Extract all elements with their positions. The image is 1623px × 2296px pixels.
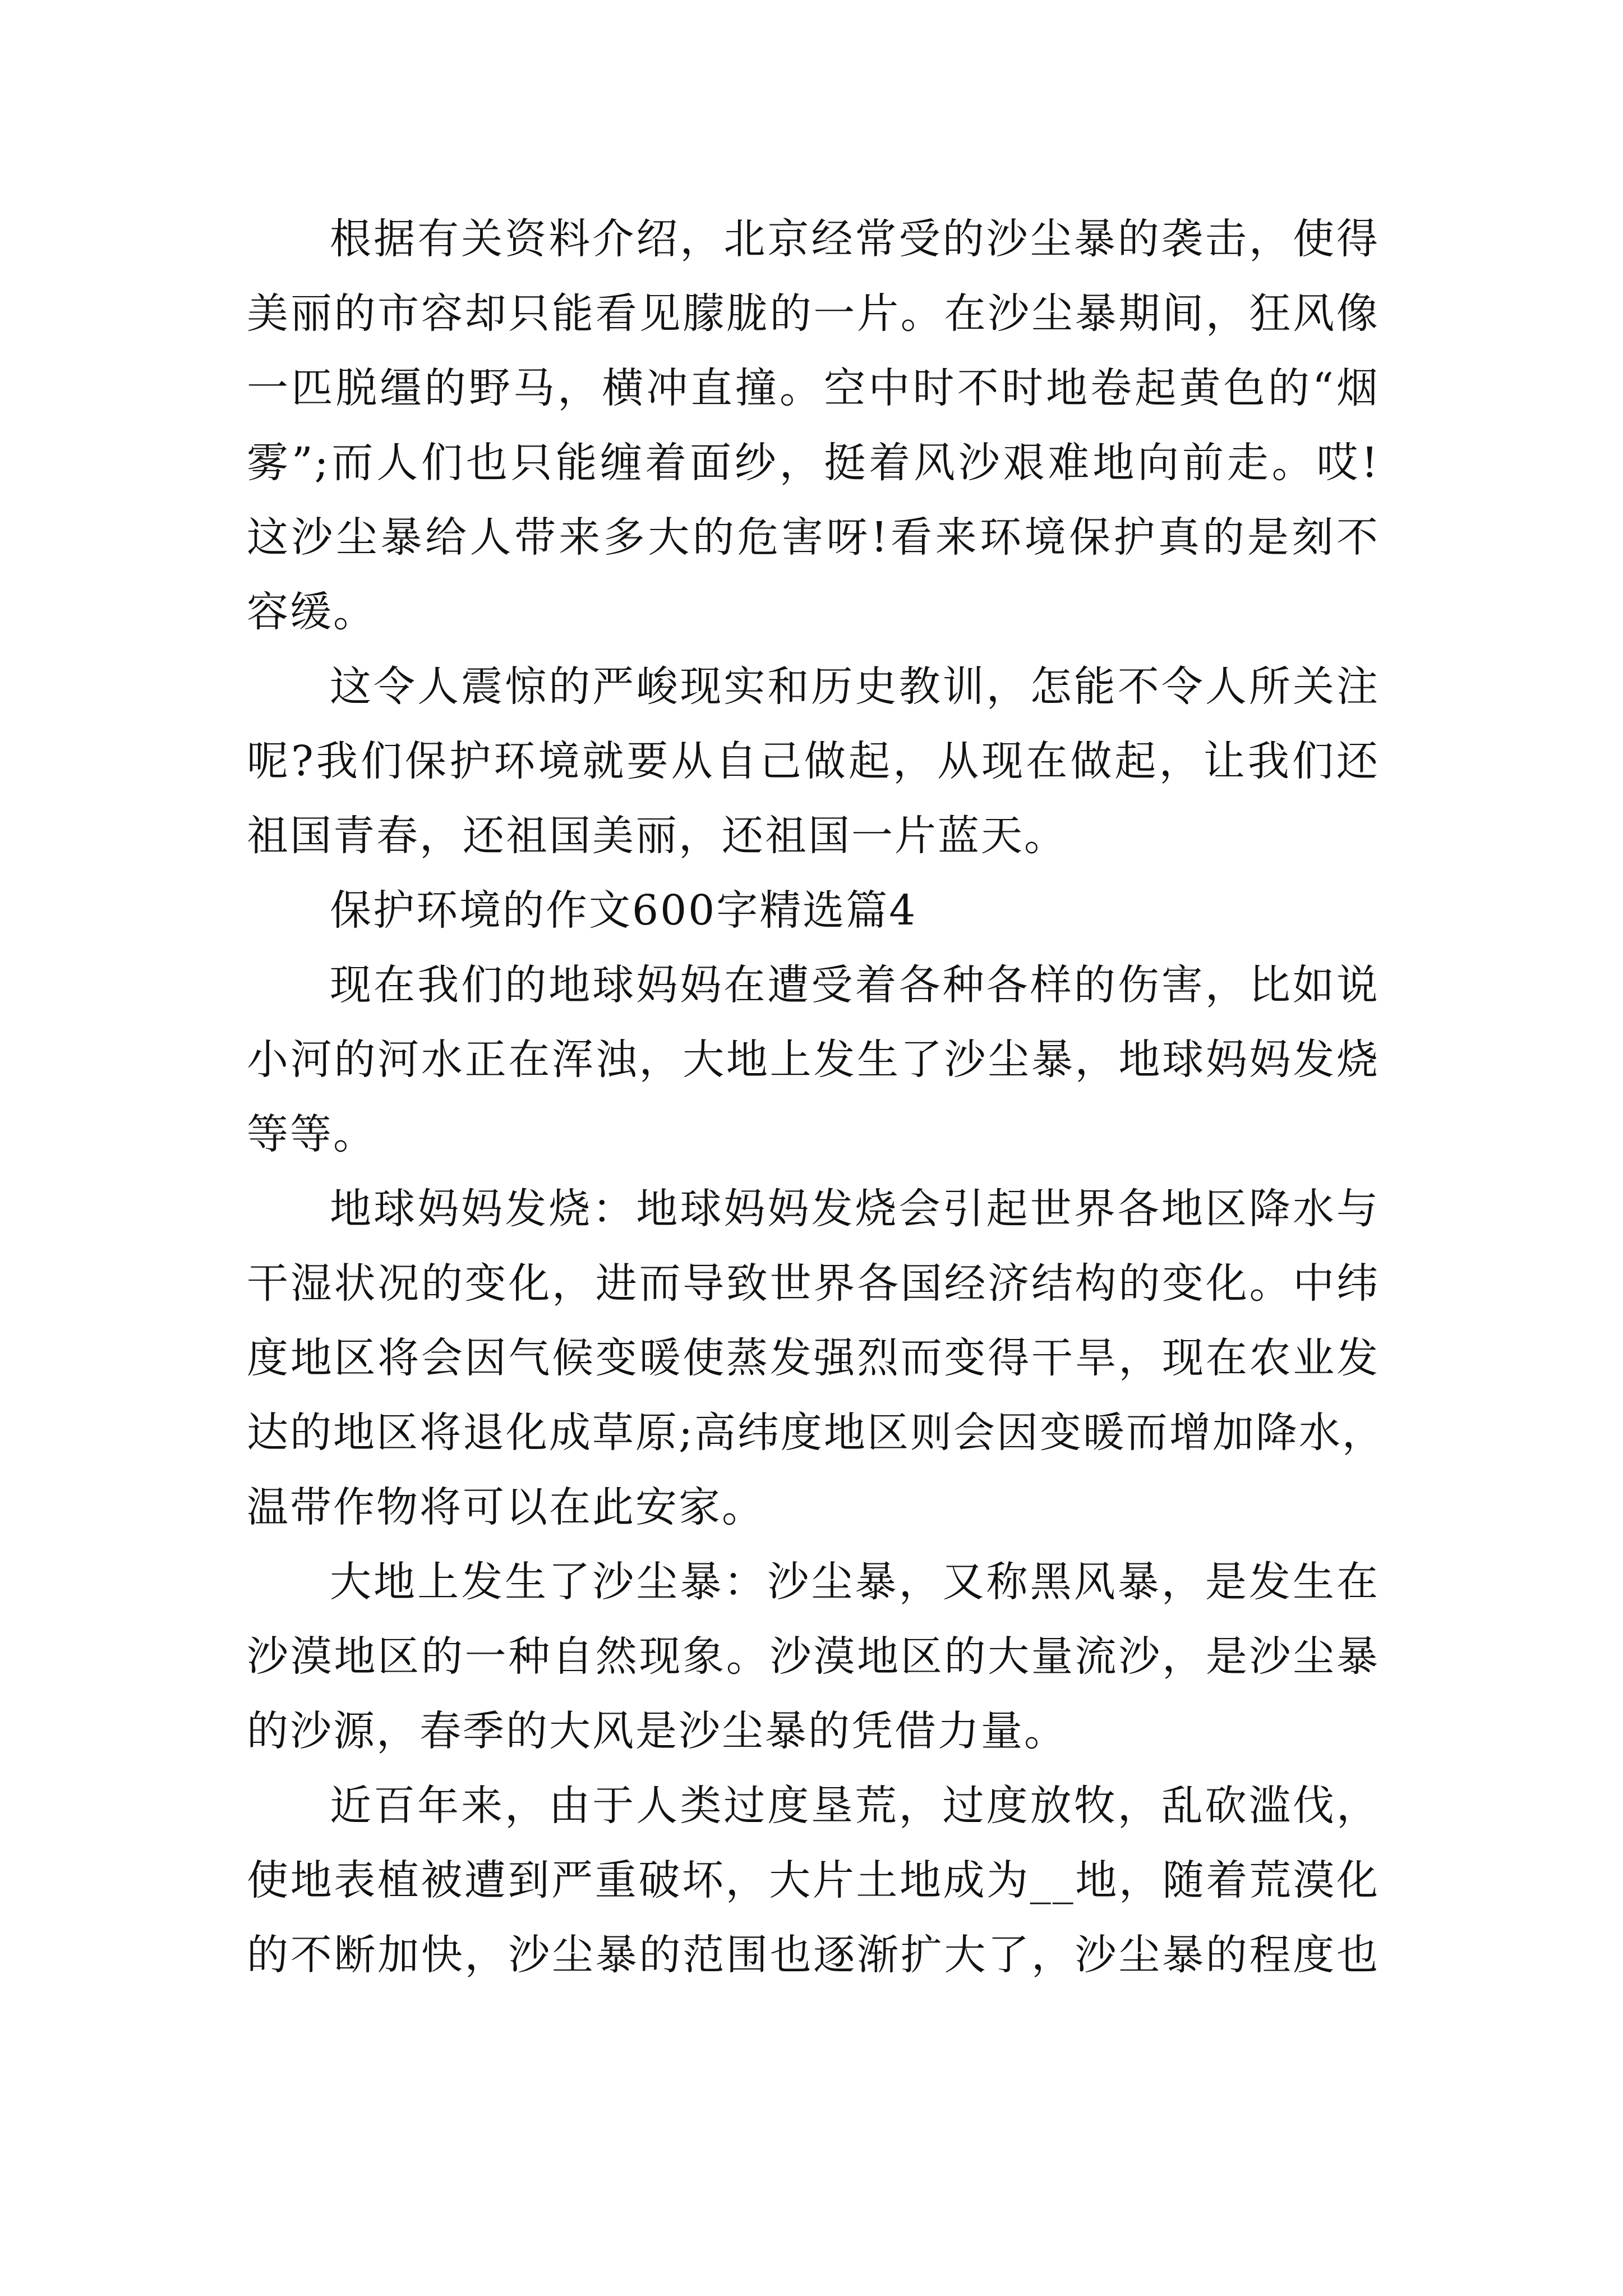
text-line: 美丽的市容却只能看见朦胧的一片。在沙尘暴期间，狂风像 [247,289,1380,338]
text-line: 小河的河水正在浑浊，大地上发生了沙尘暴，地球妈妈发烧 [247,1036,1380,1084]
paragraph [247,650,1380,873]
section-heading [247,873,1380,948]
text-line: 呢?我们保护环境就要从自己做起，从现在做起，让我们还 [247,737,1380,785]
paragraph [247,948,1380,1172]
text-line: 的沙源，春季的大风是沙尘暴的凭借力量。 [247,1707,1067,1755]
document-body [247,202,1385,1993]
text-line: 的不断加快，沙尘暴的范围也逐渐扩大了，沙尘暴的程度也 [247,1931,1380,1979]
text-line: 使地表植被遭到严重破坏，大片土地成为__地，随着荒漠化 [247,1856,1380,1904]
text-line: 祖国青春，还祖国美丽，还祖国一片蓝天。 [247,812,1067,860]
text-line: 这令人震惊的严峻现实和历史教训，怎能不令人所关注 [330,662,1380,711]
text-line: 地球妈妈发烧：地球妈妈发烧会引起世界各地区降水与 [330,1185,1380,1233]
text-line: 达的地区将退化成草原;高纬度地区则会因变暖而增加降水， [247,1409,1385,1457]
text-line: 沙漠地区的一种自然现象。沙漠地区的大量流沙，是沙尘暴 [247,1632,1380,1681]
heading-text: 保护环境的作文600字精选篇4 [330,886,917,935]
text-line: 现在我们的地球妈妈在遭受着各种各样的伤害，比如说 [330,961,1380,1009]
text-line: 一匹脱缰的野马，横冲直撞。空中时不时地卷起黄色的“烟 [247,364,1380,412]
paragraph [247,1545,1380,1769]
paragraph [247,202,1380,650]
text-line: 容缓。 [247,588,376,636]
text-line: 度地区将会因气候变暖使蒸发强烈而变得干旱，现在农业发 [247,1334,1380,1382]
text-line: 等等。 [247,1110,376,1158]
text-line: 大地上发生了沙尘暴：沙尘暴，又称黑风暴，是发生在 [330,1558,1380,1606]
text-line: 这沙尘暴给人带来多大的危害呀!看来环境保护真的是刻不 [247,513,1380,562]
text-line: 温带作物将可以在此安家。 [247,1483,765,1531]
paragraph [247,1172,1385,1545]
text-line: 雾”;而人们也只能缠着面纱，挺着风沙艰难地向前走。哎! [247,439,1380,487]
text-line: 近百年来，由于人类过度垦荒，过度放牧，乱砍滥伐， [330,1782,1380,1830]
text-line: 干湿状况的变化，进而导致世界各国经济结构的变化。中纬 [247,1259,1380,1308]
paragraph [247,1769,1380,1993]
text-line: 根据有关资料介绍，北京经常受的沙尘暴的袭击，使得 [330,215,1380,263]
